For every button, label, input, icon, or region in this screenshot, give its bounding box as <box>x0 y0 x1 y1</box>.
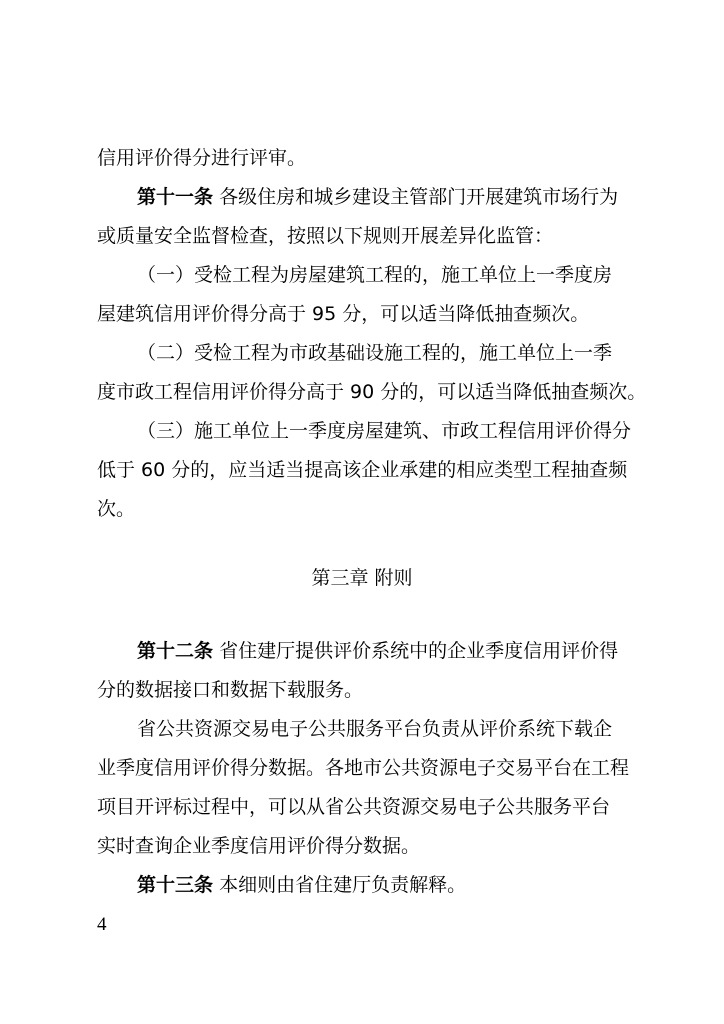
paragraph-line <box>137 418 724 444</box>
paragraph-line <box>137 716 724 742</box>
chapter-title: 第三章 附则 <box>311 567 413 589</box>
article-11-first-line <box>137 184 724 210</box>
line-text: 分的数据接口和数据下载服务。 <box>97 679 364 701</box>
paragraph-line <box>137 340 724 366</box>
article-11-label: 第十一条 <box>137 186 214 208</box>
article-13-label: 第十三条 <box>137 874 214 896</box>
paragraph-line <box>97 457 724 483</box>
line-text: （二）受检工程为市政基础设施工程的，施工单位上一季 <box>137 342 613 364</box>
line-text: 低于 60 分的，应当适当提高该企业承建的相应类型工程抽查频 <box>97 459 628 481</box>
paragraph-line <box>97 833 724 859</box>
line-text: （三）施工单位上一季度房屋建筑、市政工程信用评价得分 <box>137 420 632 442</box>
paragraph-line <box>97 223 724 249</box>
line-text: 项目开评标过程中，可以从省公共资源交易电子公共服务平台 <box>97 796 611 818</box>
line-text: 省住建厅提供评价系统中的企业季度信用评价得 <box>219 640 619 662</box>
line-text: 省公共资源交易电子公共服务平台负责从评价系统下载企 <box>137 718 613 740</box>
article-12-first-line <box>137 638 724 664</box>
line-text: 各级住房和城乡建设主管部门开展建筑市场行为 <box>219 186 619 208</box>
paragraph-line <box>97 379 724 405</box>
article-13-line <box>137 872 724 898</box>
paragraph-line <box>97 145 724 171</box>
paragraph-line <box>97 301 724 327</box>
line-text: 或质量安全监督检查，按照以下规则开展差异化监管： <box>97 225 554 247</box>
line-text: 本细则由省住建厅负责解释。 <box>219 874 467 896</box>
line-text: 屋建筑信用评价得分高于 95 分，可以适当降低抽查频次。 <box>97 303 590 325</box>
paragraph-line <box>97 794 724 820</box>
article-12-label: 第十二条 <box>137 640 214 662</box>
line-text: 实时查询企业季度信用评价得分数据。 <box>97 835 421 857</box>
line-text: 业季度信用评价得分数据。各地市公共资源电子交易平台在工程 <box>97 757 630 779</box>
paragraph-line <box>97 755 724 781</box>
paragraph-line <box>137 262 724 288</box>
line-text: （一）受检工程为房屋建筑工程的，施工单位上一季度房 <box>137 264 613 286</box>
page-number: 4 <box>97 914 107 935</box>
line-text: 度市政工程信用评价得分高于 90 分的，可以适当降低抽查频次。 <box>97 381 647 403</box>
paragraph-line <box>97 677 724 703</box>
paragraph-line <box>97 496 724 522</box>
line-text: 次。 <box>97 498 136 520</box>
line-text: 信用评价得分进行评审。 <box>97 147 307 169</box>
